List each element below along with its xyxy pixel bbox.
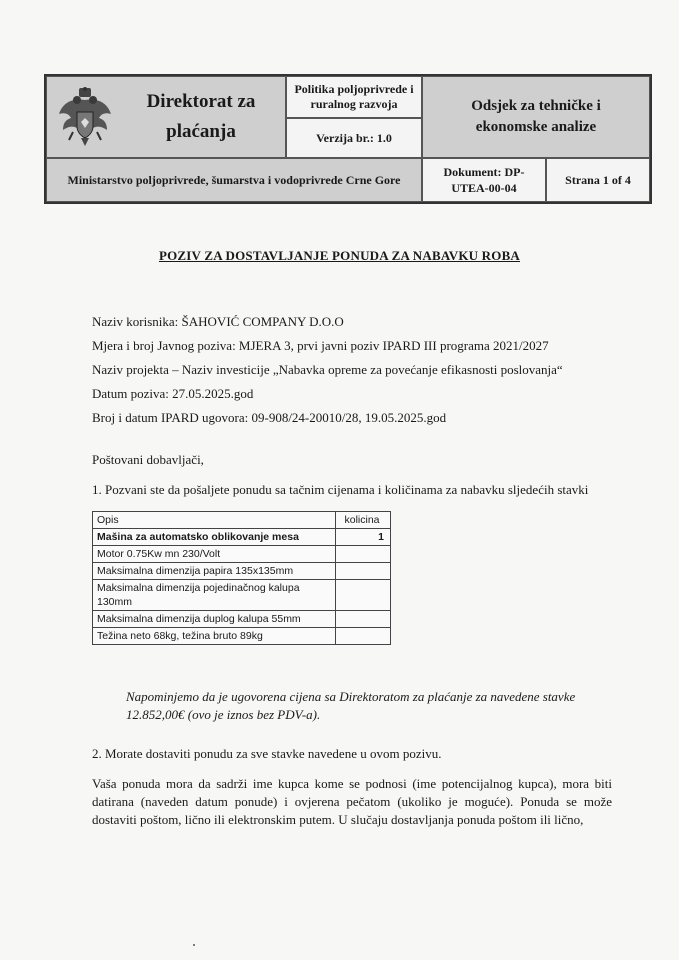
item-quantity	[336, 580, 391, 611]
policy-cell: Politika poljoprivrede i ruralnog razvoja	[286, 76, 422, 118]
table-row	[93, 580, 391, 611]
version-cell: Verzija br.: 1.0	[286, 118, 422, 158]
item-quantity	[336, 628, 391, 645]
table-row	[93, 611, 391, 628]
item-description: Maksimalna dimenzija papira 135x135mm	[93, 563, 336, 580]
price-note: Napominjemo da je ugovorena cijena sa Direktoratom za plaćanje za navedene stavke 12.852,00€ (ovo je iznos bez PDV-a).	[126, 689, 576, 722]
header-description: Opis	[93, 512, 336, 529]
document-header	[44, 74, 652, 204]
item-quantity	[336, 611, 391, 628]
info-contract: Broj i datum IPARD ugovora: 09-908/24-20010/28, 19.05.2025.god	[92, 410, 447, 425]
page-number-cell: Strana 1 of 4	[546, 158, 650, 202]
ministry-cell: Ministarstvo poljoprivrede, šumarstva i vodoprivrede Crne Gore	[46, 158, 422, 202]
department-cell: Odsjek za tehničke i ekonomske analize	[422, 76, 650, 158]
item-description: Težina neto 68kg, težina bruto 89kg	[93, 628, 336, 645]
items-table	[92, 511, 391, 645]
item-description: Mašina za automatsko oblikovanje mesa	[93, 529, 336, 546]
greeting: Poštovani dobavljači,	[92, 452, 204, 467]
info-project: Naziv projekta – Naziv investicije „Nabavka opreme za povećanje efikasnosti poslovanja“	[92, 362, 563, 377]
table-row	[93, 546, 391, 563]
header-quantity: kolicina	[336, 512, 391, 529]
table-row	[93, 563, 391, 580]
org-title: Direktorat za plaćanja	[146, 91, 256, 142]
table-row	[93, 529, 391, 546]
item-quantity	[336, 546, 391, 563]
scan-speck	[193, 944, 195, 946]
item-description: Maksimalna dimenzija duplog kalupa 55mm	[93, 611, 336, 628]
item-description: Motor 0.75Kw mn 230/Volt	[93, 546, 336, 563]
info-measure: Mjera i broj Javnog poziva: MJERA 3, prvi javni poziv IPARD III programa 2021/2027	[92, 338, 549, 353]
coat-of-arms-icon	[57, 86, 113, 148]
item-quantity: 1	[336, 529, 391, 546]
offer-paragraph: Vaša ponuda mora da sadrži ime kupca kome se podnosi (ime potencijalnog kupca), mora biti datirana (naveden datum ponude) i ovjerena pečatom (ukoliko je moguće). Ponuda se može dostaviti poštom, lično ili elektronskim putem. U slučaju dostavljanja ponuda poštom ili lično,	[92, 776, 612, 827]
table-row	[93, 628, 391, 645]
item-quantity	[336, 563, 391, 580]
header-logo-cell	[46, 76, 286, 158]
document-id-cell: Dokument: DP-UTEA-00-04	[422, 158, 546, 202]
info-date: Datum poziva: 27.05.2025.god	[92, 386, 254, 401]
point-1: 1. Pozvani ste da pošaljete ponudu sa tačnim cijenama i količinama za nabavku sljedećih stavki	[92, 482, 589, 497]
table-header-row	[93, 512, 391, 529]
info-user: Naziv korisnika: ŠAHOVIĆ COMPANY D.O.O	[92, 314, 344, 329]
item-description: Maksimalna dimenzija pojedinačnog kalupa 130mm	[93, 580, 336, 611]
point-2: 2. Morate dostaviti ponudu za sve stavke navedene u ovom pozivu.	[92, 746, 442, 761]
document-title: POZIV ZA DOSTAVLJANJE PONUDA ZA NABAVKU ROBA	[158, 248, 521, 263]
